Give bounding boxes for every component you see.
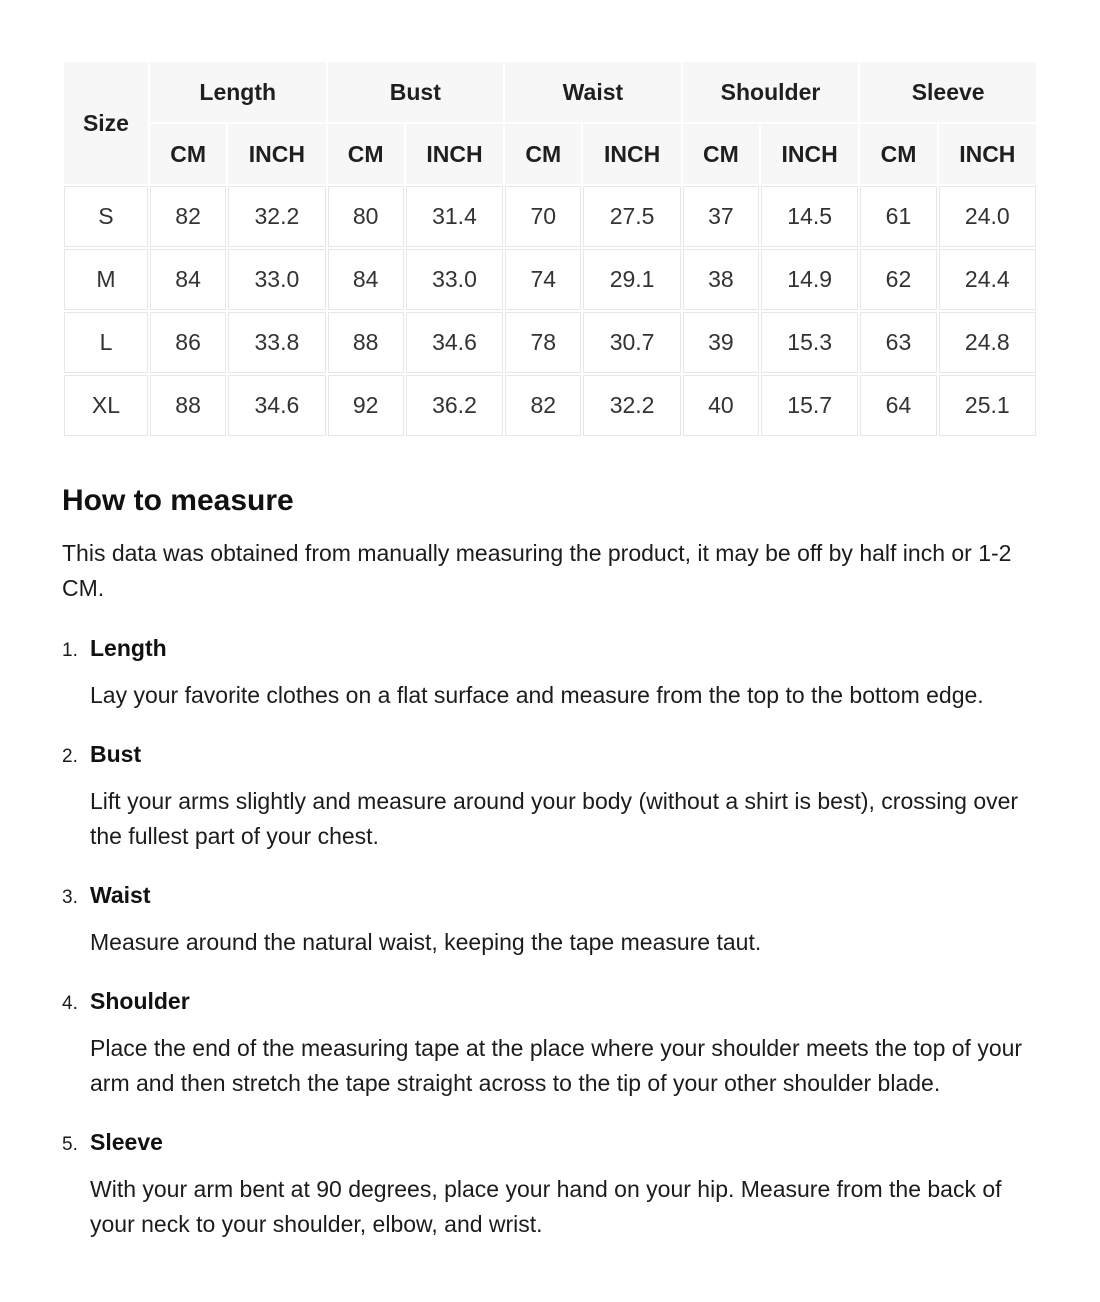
table-row — [64, 375, 1036, 436]
measurement-cell: 24.4 — [939, 249, 1036, 310]
unit-header-cm: CM — [150, 124, 226, 184]
size-cell: L — [64, 312, 148, 373]
unit-header-cm: CM — [860, 124, 936, 184]
size-cell: S — [64, 186, 148, 247]
measure-list-item — [62, 984, 1038, 1101]
measurement-cell: 84 — [150, 249, 226, 310]
measurement-cell: 33.0 — [228, 249, 325, 310]
measurement-cell: 33.8 — [228, 312, 325, 373]
measure-intro-text: This data was obtained from manually measuring the product, it may be off by half inch or 1-2 CM. — [62, 540, 1012, 601]
list-item-term: Sleeve — [90, 1129, 163, 1155]
measurement-cell: 61 — [860, 186, 936, 247]
table-row — [64, 249, 1036, 310]
list-item-number: 4. — [62, 993, 78, 1014]
measurement-cell: 34.6 — [406, 312, 503, 373]
measurement-cell: 88 — [328, 312, 404, 373]
size-chart-table — [62, 60, 1038, 438]
list-item-term: Length — [90, 635, 167, 661]
list-item-number: 3. — [62, 887, 78, 908]
measurement-cell: 63 — [860, 312, 936, 373]
measure-list-item — [62, 1125, 1038, 1242]
list-item-term: Shoulder — [90, 988, 190, 1014]
measurement-cell: 82 — [505, 375, 581, 436]
measurement-cell: 29.1 — [583, 249, 680, 310]
group-header-sleeve: Sleeve — [860, 62, 1036, 122]
list-item-description: Lay your favorite clothes on a flat surface and measure from the top to the bottom edge. — [90, 682, 984, 708]
list-item-term: Bust — [90, 741, 142, 767]
list-item-description: Place the end of the measuring tape at the place where your shoulder meets the top of your arm and then stretch the tape straight across to the tip of your other shoulder blade. — [90, 1035, 1023, 1096]
measurement-cell: 80 — [328, 186, 404, 247]
measurement-cell: 64 — [860, 375, 936, 436]
table-row — [64, 312, 1036, 373]
group-header-length: Length — [150, 62, 326, 122]
measurement-cell: 33.0 — [406, 249, 503, 310]
measurement-cell: 34.6 — [228, 375, 325, 436]
measurement-cell: 15.3 — [761, 312, 858, 373]
measurement-cell: 14.5 — [761, 186, 858, 247]
measurement-cell: 14.9 — [761, 249, 858, 310]
measurement-cell: 74 — [505, 249, 581, 310]
group-header-waist: Waist — [505, 62, 681, 122]
list-item-description: With your arm bent at 90 degrees, place your hand on your hip. Measure from the back of your neck to your shoulder, elbow, and wrist. — [90, 1176, 1002, 1237]
unit-header-inch: INCH — [406, 124, 503, 184]
size-cell: M — [64, 249, 148, 310]
measurement-cell: 88 — [150, 375, 226, 436]
list-item-term: Waist — [90, 882, 151, 908]
measurement-cell: 62 — [860, 249, 936, 310]
how-to-measure-heading: How to measure — [62, 484, 294, 517]
measurement-cell: 32.2 — [228, 186, 325, 247]
unit-header-inch: INCH — [228, 124, 325, 184]
list-item-number: 2. — [62, 746, 78, 767]
unit-header-cm: CM — [505, 124, 581, 184]
measure-instructions-list — [62, 631, 1038, 1242]
size-chart-body — [64, 186, 1036, 436]
measurement-cell: 24.0 — [939, 186, 1036, 247]
unit-header-cm: CM — [328, 124, 404, 184]
unit-header-inch: INCH — [761, 124, 858, 184]
measure-list-item — [62, 878, 1038, 960]
size-chart-header — [64, 62, 1036, 184]
measurement-cell: 15.7 — [761, 375, 858, 436]
measurement-cell: 27.5 — [583, 186, 680, 247]
unit-header-inch: INCH — [939, 124, 1036, 184]
table-row — [64, 186, 1036, 247]
list-item-description: Measure around the natural waist, keeping the tape measure taut. — [90, 929, 762, 955]
measurement-cell: 36.2 — [406, 375, 503, 436]
size-cell: XL — [64, 375, 148, 436]
measurement-cell: 39 — [683, 312, 759, 373]
measurement-cell: 32.2 — [583, 375, 680, 436]
measurement-cell: 40 — [683, 375, 759, 436]
measurement-cell: 25.1 — [939, 375, 1036, 436]
measurement-cell: 37 — [683, 186, 759, 247]
measurement-cell: 38 — [683, 249, 759, 310]
measurement-cell: 82 — [150, 186, 226, 247]
measurement-cell: 30.7 — [583, 312, 680, 373]
measure-list-item — [62, 631, 1038, 713]
measurement-cell: 24.8 — [939, 312, 1036, 373]
measure-list-item — [62, 737, 1038, 854]
measurement-cell: 70 — [505, 186, 581, 247]
measurement-cell: 92 — [328, 375, 404, 436]
list-item-number: 1. — [62, 640, 78, 661]
size-column-header: Size — [64, 62, 148, 184]
group-header-shoulder: Shoulder — [683, 62, 859, 122]
list-item-number: 5. — [62, 1134, 78, 1155]
group-header-bust: Bust — [328, 62, 504, 122]
measurement-cell: 86 — [150, 312, 226, 373]
measurement-cell: 84 — [328, 249, 404, 310]
measurement-cell: 31.4 — [406, 186, 503, 247]
unit-header-inch: INCH — [583, 124, 680, 184]
measurement-cell: 78 — [505, 312, 581, 373]
list-item-description: Lift your arms slightly and measure around your body (without a shirt is best), crossing over the fullest part of your chest. — [90, 788, 1019, 849]
unit-header-cm: CM — [683, 124, 759, 184]
